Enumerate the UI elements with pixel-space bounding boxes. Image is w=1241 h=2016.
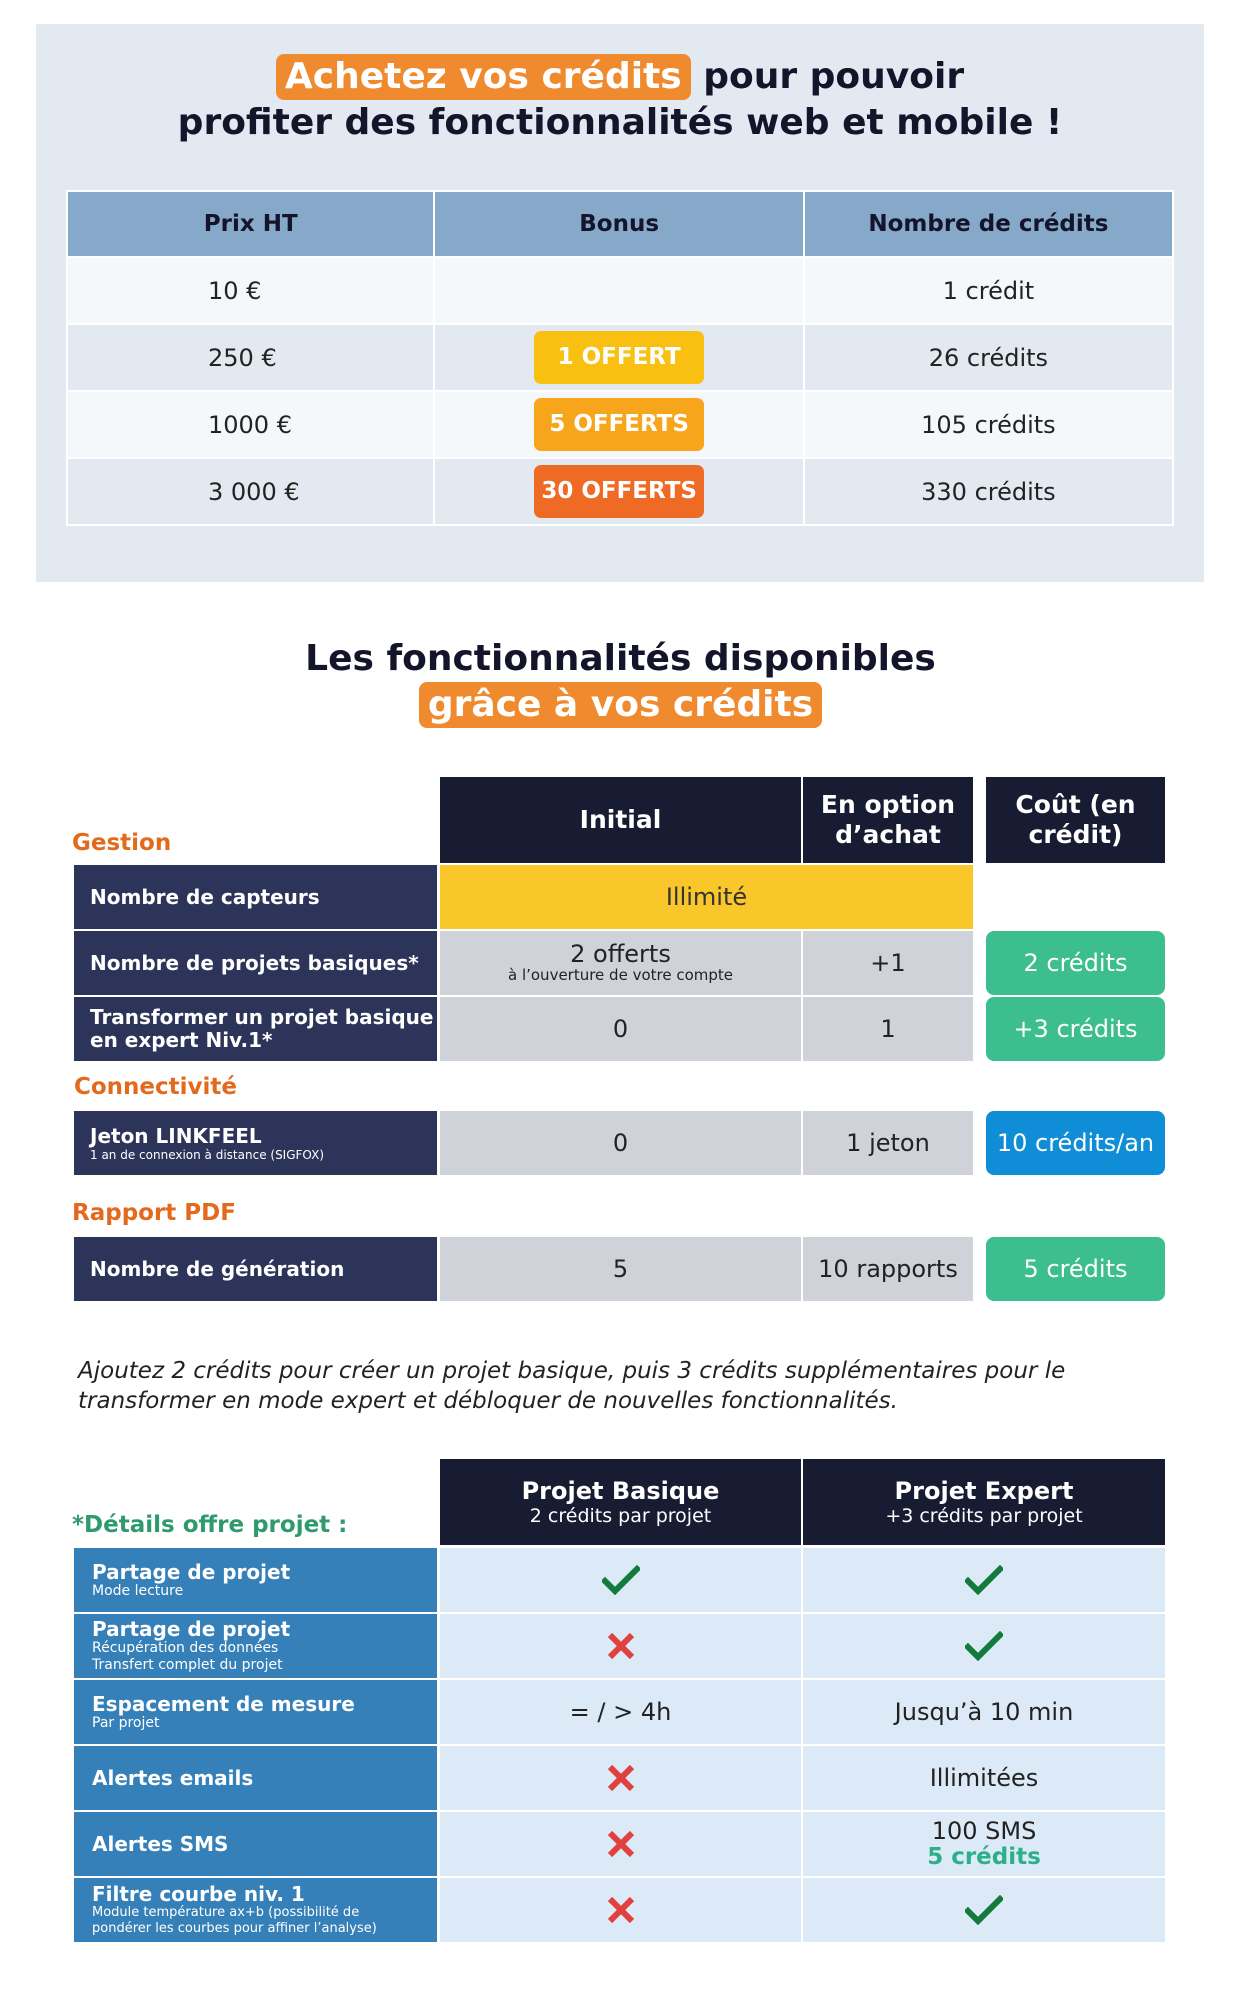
projets-initial-value: 2 offerts bbox=[570, 940, 671, 968]
detail-label-filtre bbox=[74, 1878, 437, 1942]
projets-initial-sub: à l’ouverture de votre compte bbox=[507, 966, 734, 984]
jeton-sub: 1 an de connexion à distance (SIGFOX) bbox=[90, 1147, 325, 1162]
price-cell: 1000 € bbox=[67, 391, 434, 458]
detail-label-emails bbox=[74, 1746, 437, 1810]
bonus-cell bbox=[434, 458, 803, 525]
bonus-badge: 5 OFFERTS bbox=[534, 398, 704, 451]
row-label-capteurs: Nombre de capteurs bbox=[74, 865, 437, 929]
header-prix: Prix HT bbox=[67, 191, 434, 257]
detail-sub: Module température ax+b (possibilité de pondérer les courbes pour affiner l’analyse) bbox=[92, 1905, 377, 1936]
detail-label-espacement bbox=[74, 1680, 437, 1744]
detail-label: Partage de projet bbox=[92, 1559, 291, 1584]
price-cell: 250 € bbox=[67, 324, 434, 391]
cross-icon bbox=[440, 1746, 801, 1810]
detail-sub: Mode lecture bbox=[92, 1582, 184, 1599]
credits-cell: 330 crédits bbox=[804, 458, 1173, 525]
detail-label: Alertes emails bbox=[92, 1766, 254, 1790]
cross-icon bbox=[440, 1614, 801, 1678]
generation-option: 10 rapports bbox=[803, 1237, 973, 1301]
category-gestion: Gestion bbox=[72, 830, 172, 856]
basic-title: Projet Basique bbox=[521, 1477, 720, 1505]
check-icon bbox=[803, 1548, 1165, 1612]
jeton-initial: 0 bbox=[440, 1111, 801, 1175]
header-option: En option d’achat bbox=[803, 777, 973, 863]
bonus-cell bbox=[434, 391, 803, 458]
expert-sub: +3 crédits par projet bbox=[885, 1505, 1083, 1527]
bonus-cell bbox=[434, 257, 803, 324]
header-cost: Coût (en crédit) bbox=[986, 777, 1165, 863]
projets-option: +1 bbox=[803, 931, 973, 995]
projets-initial bbox=[440, 931, 801, 995]
row-label-transformer: Transformer un projet basique en expert Niv.1* bbox=[74, 997, 437, 1061]
jeton-label: Jeton LINKFEEL bbox=[90, 1123, 262, 1148]
espacement-basic: = / > 4h bbox=[440, 1680, 801, 1744]
pricing-section bbox=[36, 24, 1204, 582]
bonus-badge: 30 OFFERTS bbox=[534, 465, 704, 518]
header-initial: Initial bbox=[440, 777, 801, 863]
transformer-cost: +3 crédits bbox=[986, 997, 1165, 1061]
jeton-option: 1 jeton bbox=[803, 1111, 973, 1175]
header-projet-basique bbox=[440, 1459, 801, 1545]
transformer-option: 1 bbox=[803, 997, 973, 1061]
pricing-title-highlight: Achetez vos crédits bbox=[276, 54, 691, 100]
detail-sub: Récupération des données Transfert complet du projet bbox=[92, 1640, 283, 1673]
pricing-title-line2: profiter des fonctionnalités web et mobile ! bbox=[177, 102, 1063, 143]
row-label-generation: Nombre de génération bbox=[74, 1237, 437, 1301]
generation-initial: 5 bbox=[440, 1237, 801, 1301]
header-projet-expert bbox=[803, 1459, 1165, 1545]
transformer-initial: 0 bbox=[440, 997, 801, 1061]
header-bonus: Bonus bbox=[434, 191, 803, 257]
table-row bbox=[67, 257, 1173, 324]
emails-expert: Illimitées bbox=[803, 1746, 1165, 1810]
sms-expert-credit: 5 crédits bbox=[927, 1844, 1041, 1870]
detail-label: Partage de projet bbox=[92, 1617, 291, 1641]
sms-expert bbox=[803, 1812, 1165, 1876]
projets-cost: 2 crédits bbox=[986, 931, 1165, 995]
features-title-line1: Les fonctionnalités disponibles bbox=[305, 638, 936, 679]
expert-title: Projet Expert bbox=[894, 1477, 1074, 1505]
espacement-expert: Jusqu’à 10 min bbox=[803, 1680, 1165, 1744]
check-icon bbox=[440, 1548, 801, 1612]
check-icon bbox=[803, 1878, 1165, 1942]
detail-label: Filtre courbe niv. 1 bbox=[92, 1882, 305, 1906]
bonus-badge: 1 OFFERT bbox=[534, 331, 704, 384]
check-icon bbox=[803, 1614, 1165, 1678]
basic-sub: 2 crédits par projet bbox=[529, 1505, 712, 1527]
table-row bbox=[67, 324, 1173, 391]
features-title-highlight: grâce à vos crédits bbox=[419, 682, 822, 728]
detail-label-partage-transfert bbox=[74, 1614, 437, 1678]
table-row bbox=[67, 391, 1173, 458]
category-details: *Détails offre projet : bbox=[72, 1512, 348, 1538]
credits-cell: 105 crédits bbox=[804, 391, 1173, 458]
pricing-title-rest: pour pouvoir bbox=[690, 56, 965, 97]
credits-note: Ajoutez 2 crédits pour créer un projet basique, puis 3 crédits supplémentaires pour le transformer en mode expert et débloquer de nouvelles fonctionnalités. bbox=[78, 1358, 1066, 1414]
features-title bbox=[0, 636, 1241, 728]
header-credits: Nombre de crédits bbox=[804, 191, 1173, 257]
capteurs-value: Illimité bbox=[440, 865, 973, 929]
price-cell: 10 € bbox=[67, 257, 434, 324]
category-rapport: Rapport PDF bbox=[72, 1200, 236, 1226]
detail-label-sms bbox=[74, 1812, 437, 1876]
detail-label-partage-lecture bbox=[74, 1548, 437, 1612]
detail-label: Alertes SMS bbox=[92, 1832, 229, 1856]
pricing-header-row bbox=[67, 191, 1173, 257]
category-connectivite: Connectivité bbox=[74, 1074, 238, 1100]
pricing-title bbox=[36, 54, 1204, 146]
table-row bbox=[67, 458, 1173, 525]
detail-label: Espacement de mesure bbox=[92, 1691, 355, 1716]
sms-expert-value: 100 SMS bbox=[931, 1817, 1037, 1845]
price-cell: 3 000 € bbox=[67, 458, 434, 525]
bonus-cell bbox=[434, 324, 803, 391]
jeton-cost: 10 crédits/an bbox=[986, 1111, 1165, 1175]
row-label-projets: Nombre de projets basiques* bbox=[74, 931, 437, 995]
credits-cell: 1 crédit bbox=[804, 257, 1173, 324]
generation-cost: 5 crédits bbox=[986, 1237, 1165, 1301]
cross-icon bbox=[440, 1812, 801, 1876]
row-label-jeton bbox=[74, 1111, 437, 1175]
cross-icon bbox=[440, 1878, 801, 1942]
detail-sub: Par projet bbox=[92, 1714, 160, 1731]
pricing-table bbox=[66, 190, 1174, 526]
credits-cell: 26 crédits bbox=[804, 324, 1173, 391]
